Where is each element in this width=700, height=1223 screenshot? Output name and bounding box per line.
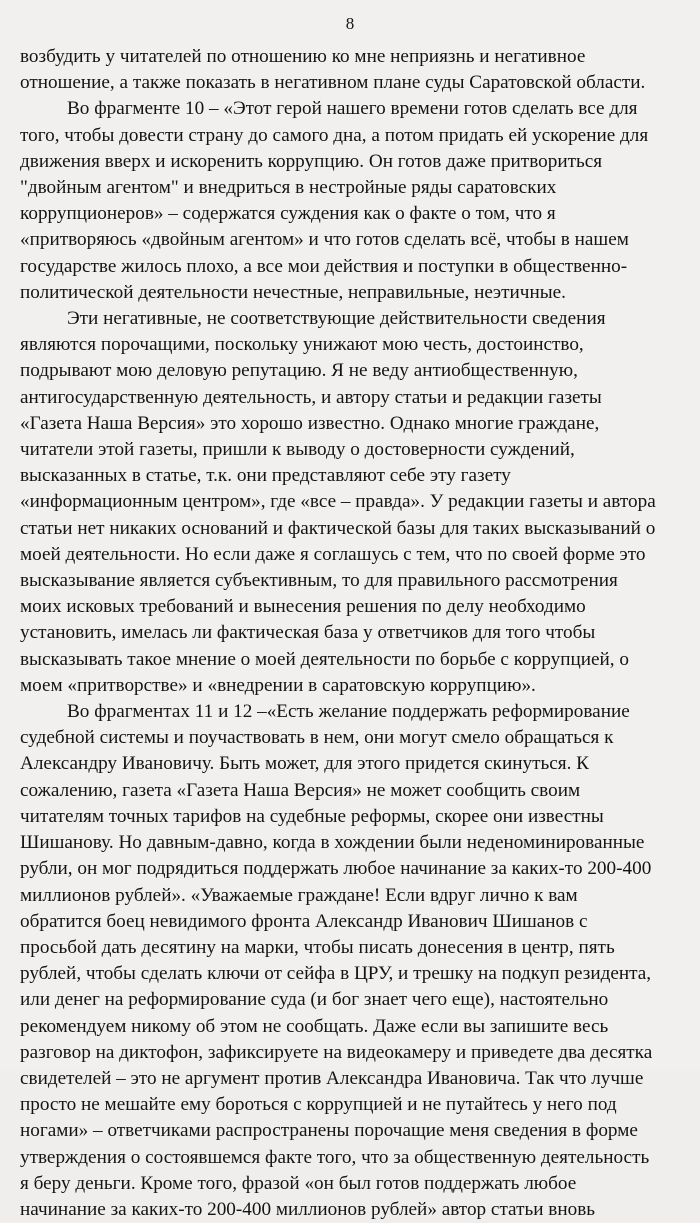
text-line: Во фрагментах 11 и 12 –«Есть желание поддержать реформирование [67, 701, 630, 723]
text-line: читатели этой газеты, пришли к выводу о достоверности суждений, [20, 439, 575, 461]
text-line: отношение, а также показать в негативном плане суды Саратовской области. [20, 72, 646, 94]
text-line: просьбой дать десятину на марки, чтобы писать донесения в центр, пять [20, 936, 615, 958]
text-line: миллионов рублей». «Уважаемые граждане! Если вдруг лично к вам [20, 884, 578, 906]
text-line: антигосударственную деятельность, и автору статьи и редакции газеты [20, 386, 602, 408]
text-line: рубли, он мог подрядиться поддержать любое начинание за каких-то 200-400 [20, 858, 652, 880]
text-line: свидетелей – это не аргумент против Александра Ивановича. Так что лучше [20, 1067, 644, 1089]
text-line: статьи нет никаких оснований и фактической базы для таких высказываний о [20, 517, 656, 539]
text-line: «Газета Наша Версия» это хорошо известно. Однако многие граждане, [20, 412, 600, 434]
text-line: Эти негативные, не соответствующие действительности сведения [67, 308, 606, 330]
text-line: или денег на реформирование суда (и бог знает чего еще), настоятельно [20, 989, 609, 1011]
text-line: высказывание является субъективным, то для правильного рассмотрения [20, 570, 618, 592]
text-line: коррупционеров» – содержатся суждения как о факте о том, что я [20, 203, 556, 225]
text-line: движения вверх и искоренить коррупцию. Он готов даже притвориться [20, 150, 603, 172]
text-line: сожалению, газета «Газета Наша Версия» не может сообщить своим [20, 779, 581, 801]
text-line: моем «притворстве» и «внедрении в саратовскую коррупцию». [20, 674, 536, 696]
text-line: возбудить у читателей по отношению ко мне неприязнь и негативное [20, 46, 586, 67]
document-body [20, 44, 686, 1223]
text-line: высказывать такое мнение о моей деятельности по борьбе с коррупцией, о [20, 648, 629, 670]
text-line: Во фрагменте 10 – «Этот герой нашего времени готов сделать все для [67, 98, 638, 120]
text-line: моей деятельности. Но если даже я соглашусь с тем, что по своей форме это [20, 543, 646, 565]
text-line: того, чтобы довести страну до самого дна, а потом придать ей ускорение для [20, 124, 649, 146]
text-line: "двойным агентом" и внедриться в нестройные ряды саратовских [20, 177, 557, 199]
text-line: политической деятельности нечестные, неправильные, неэтичные. [20, 281, 566, 303]
text-line: просто не мешайте ему бороться с коррупцией и не путайтесь у него под [20, 1094, 617, 1116]
text-line: подрывают мою деловую репутацию. Я не веду антиобщественную, [20, 360, 578, 382]
text-line: рекомендуем никому об этом не сообщать. Даже если вы запишите весь [20, 1015, 609, 1037]
text-line: Александру Ивановичу. Быть может, для этого придется скинуться. К [20, 753, 589, 775]
text-line: высказанных в статье, т.к. они представляют себе эту газету [20, 465, 511, 487]
text-line: разговор на диктофон, зафиксируете на видеокамеру и приведете два десятка [20, 1041, 653, 1063]
text-line: государстве жилось плохо, а все мои действия и поступки в общественно- [20, 255, 628, 277]
text-line: «притворяюсь «двойным агентом» и что готов сделать всё, чтобы в нашем [20, 229, 629, 251]
text-line: судебной системы и поучаствовать в нем, они могут смело обращаться к [20, 727, 614, 749]
text-line: рублей, чтобы сделать ключи от сейфа в ЦРУ, и трешку на подкуп резидента, [20, 963, 652, 985]
text-line: читателям точных тарифов на судебные реформы, скорее они известны [20, 805, 604, 827]
text-line: «информационным центром», где «все – правда». У редакции газеты и автора [20, 491, 656, 513]
page-number: 8 [345, 14, 355, 33]
text-line: являются порочащими, поскольку унижают мою честь, достоинство, [20, 334, 584, 356]
text-line: я беру деньги. Кроме того, фразой «он был готов поддержать любое [20, 1172, 577, 1194]
text-line: утверждения о состоявшемся факте того, что за общественную деятельность [20, 1146, 650, 1168]
text-line: ногами» – ответчиками распространены порочащие меня сведения в форме [20, 1120, 638, 1142]
text-line: Шишанову. Но давным-давно, когда в хождении были неденоминированные [20, 832, 645, 854]
text-line: моих исковых требований и вынесения решения по делу необходимо [20, 596, 586, 618]
text-line: установить, имелась ли фактическая база у ответчиков для того чтобы [20, 622, 596, 644]
text-line: начинание за каких-то 200-400 миллионов рублей» автор статьи вновь [20, 1198, 596, 1220]
text-line: обратится боец невидимого фронта Александр Иванович Шишанов с [20, 910, 588, 932]
